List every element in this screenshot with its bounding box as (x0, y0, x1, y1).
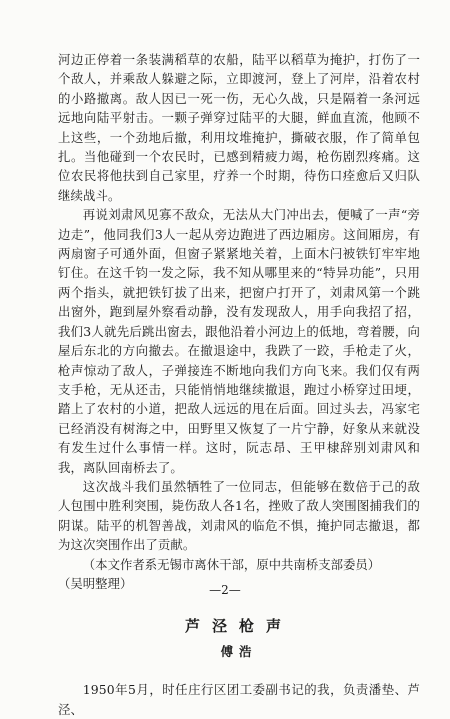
paragraph-escape: 再说刘肃风见寡不敌众，无法从大门冲出去，便喊了一声“旁边走”，他同我们3人一起从旁边跑进了西边厢房。这间厢房，有两扇窗子可通外面，但窗子紧紧地关着，上面木闩被铁钉牢牢地钉住。在这千钧一发之际，我不知从哪里来的“特异功能”，只用两个指头，就把铁钉拔了出来，把窗户打开了，刘肃风第一个跳出窗外，跑到屋外察看动静，没有发现敌人，用手向我招了招，我们3人就先后跳出窗去，跟他沿着小河边上的低地，弯着腰，向屋后东北的方向撤去。在撤退途中，我跌了一跤，手枪走了火，枪声惊动了敌人，子弹接连不断地向我们方向飞来。我们仅有两支手枪，无从还击，只能悄悄地继续撤退，跑过小桥穿过田埂，踏上了农村的小道，把敌人远远的甩在后面。回过头去，冯家宅已经消没有树海之中，田野里又恢复了一片宁静，好象从来就没有发生过什么事情一样。这时，阮志昂、王甲棣辞别刘肃风和我，离队回南桥去了。 (58, 207, 420, 475)
editor-credit: （吴明整理） (58, 575, 133, 591)
paragraph-summary: 这次战斗我们虽然牺牲了一位同志，但能够在数倍于己的敌人包围中胜利突围，毙伤敌人各1名，挫败了敌人突围图捕我们的阴谋。陆平的机智善战，刘肃风的临危不惧，掩护同志撤退，都为这次突围作出了贡献。 (58, 478, 420, 553)
article-title: 芦泾枪声 (184, 617, 293, 636)
article-opening: 1950年5月，时任庄行区团工委副书记的我，负责潘垫、芦泾、 (58, 682, 420, 717)
page-number: —2— (209, 583, 241, 597)
paragraph-continued: 河边正停着一条装满稻草的农船，陆平以稻草为掩护，打伤了一个敌人，并乘敌人躲避之际，立即渡河，登上了河岸，沿着农村的小路撤离。敌人因已一死一伤，无心久战，只是隔着一条河远远地向陆平射击。一颗子弹穿过陆平的大腿，鲜血直流，他顾不上这些，一个劲地后撤，利用坟堆掩护，撕破衣服，作了简单包扎。当他碰到一个农民时，已感到精疲力竭，枪伤剧烈疼痛。这位农民将他扶到自己家里，疗养一个时期，待伤口痊愈后又归队继续战斗。 (58, 52, 420, 203)
article-author: 傅浩 (220, 644, 258, 660)
author-note: （本文作者系无锡市离休干部，原中共南桥支部委员） (82, 556, 381, 572)
document-page (58, 50, 420, 719)
